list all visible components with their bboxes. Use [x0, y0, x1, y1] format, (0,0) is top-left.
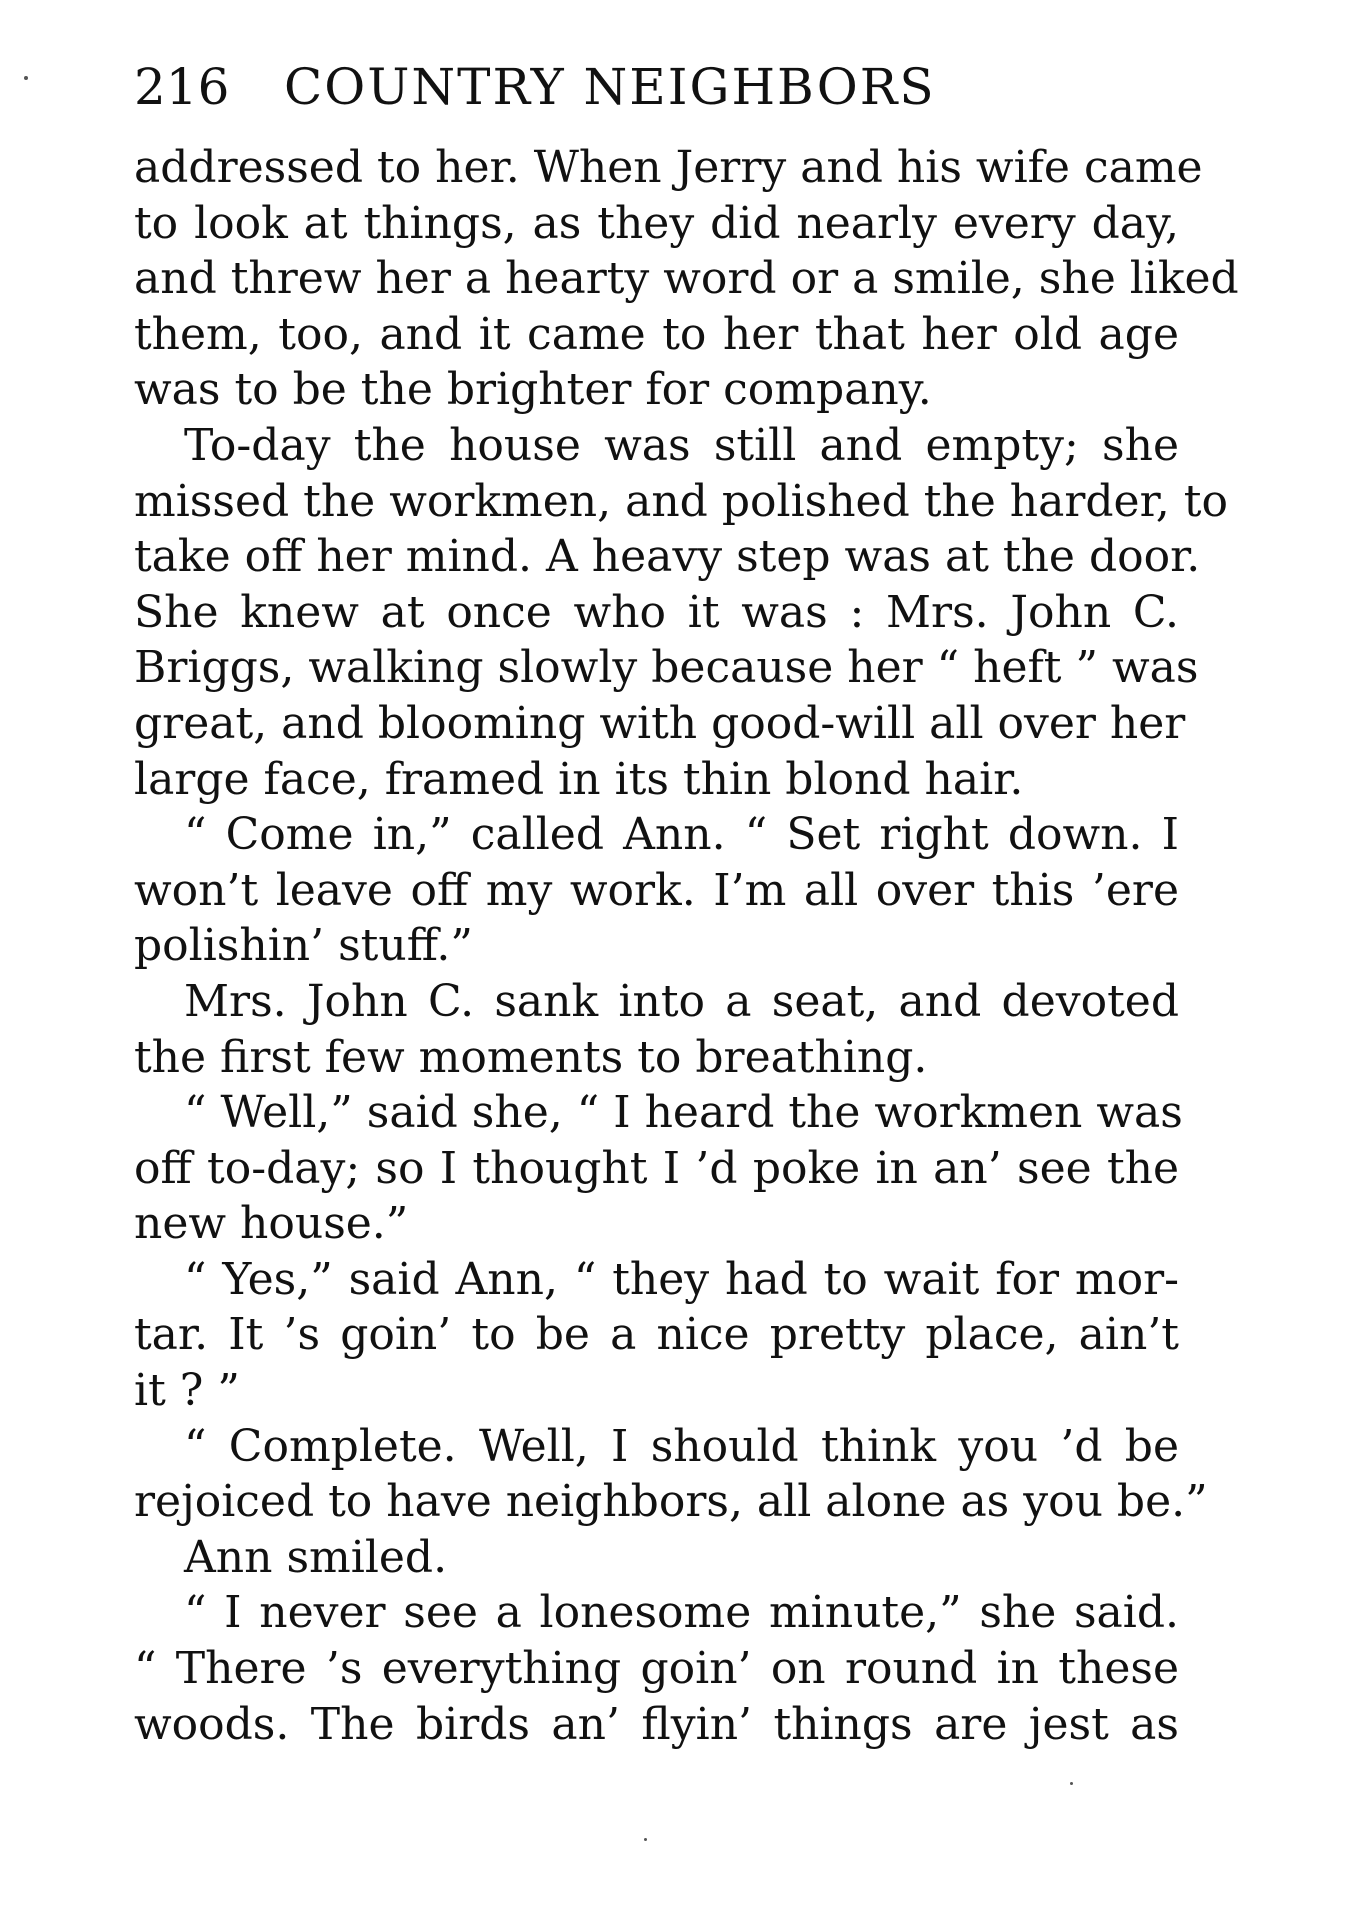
body-text [134, 140, 1239, 1752]
text-line: “ Complete. Well, I should think you ’d be [184, 1420, 1179, 1472]
text-line: was to be the brighter for company. [134, 364, 932, 416]
text-line: them, too, and it came to her that her old age [134, 308, 1179, 360]
running-title: COUNTRY NEIGHBORS [284, 58, 936, 116]
text-line: Ann smiled. [184, 1531, 448, 1583]
text-line: the first few moments to breathing. [134, 1031, 928, 1083]
text-line: off to-day; so I thought I ’d poke in an’ see the [134, 1142, 1179, 1194]
print-speck [24, 76, 28, 80]
text-line: missed the workmen, and polished the harder, to [134, 475, 1228, 527]
text-line: and threw her a hearty word or a smile, she liked [134, 253, 1239, 305]
running-header [134, 52, 936, 122]
text-line: won’t leave off my work. I’m all over this ’ere [134, 864, 1179, 916]
text-line: Briggs, walking slowly because her “ heft ” was [134, 642, 1199, 694]
text-line: woods. The birds an’ flyin’ things are jest as [134, 1698, 1179, 1750]
text-line: take off her mind. A heavy step was at the door. [134, 531, 1201, 583]
print-speck [644, 1838, 647, 1841]
text-line: To-day the house was still and empty; she [184, 419, 1179, 471]
text-line: addressed to her. When Jerry and his wife came [134, 142, 1203, 193]
text-line: polishin’ stuff.” [134, 920, 473, 972]
text-line: Mrs. John C. sank into a seat, and devoted [184, 975, 1179, 1027]
text-line: “ Well,” said she, “ I heard the workmen was [184, 1087, 1183, 1139]
print-speck [1070, 1782, 1073, 1785]
text-line: “ There ’s everything goin’ on round in these [134, 1643, 1179, 1695]
text-line: “ Yes,” said Ann, “ they had to wait for mor- [184, 1253, 1179, 1305]
text-line: “ Come in,” called Ann. “ Set right down. I [184, 809, 1179, 861]
text-line: to look at things, as they did nearly every day, [134, 197, 1179, 249]
text-line: large face, framed in its thin blond hair. [134, 753, 1024, 805]
text-line: She knew at once who it was : Mrs. John C. [134, 586, 1179, 638]
text-line: it ? ” [134, 1365, 240, 1417]
text-line: new house.” [134, 1198, 409, 1250]
text-line: rejoiced to have neighbors, all alone as you be.” [134, 1476, 1208, 1528]
text-line: great, and blooming with good-will all over her [134, 697, 1186, 749]
page-number: 216 [134, 58, 230, 116]
text-line: “ I never see a lonesome minute,” she said. [184, 1587, 1179, 1639]
text-line: tar. It ’s goin’ to be a nice pretty place, ain’t [134, 1309, 1179, 1361]
